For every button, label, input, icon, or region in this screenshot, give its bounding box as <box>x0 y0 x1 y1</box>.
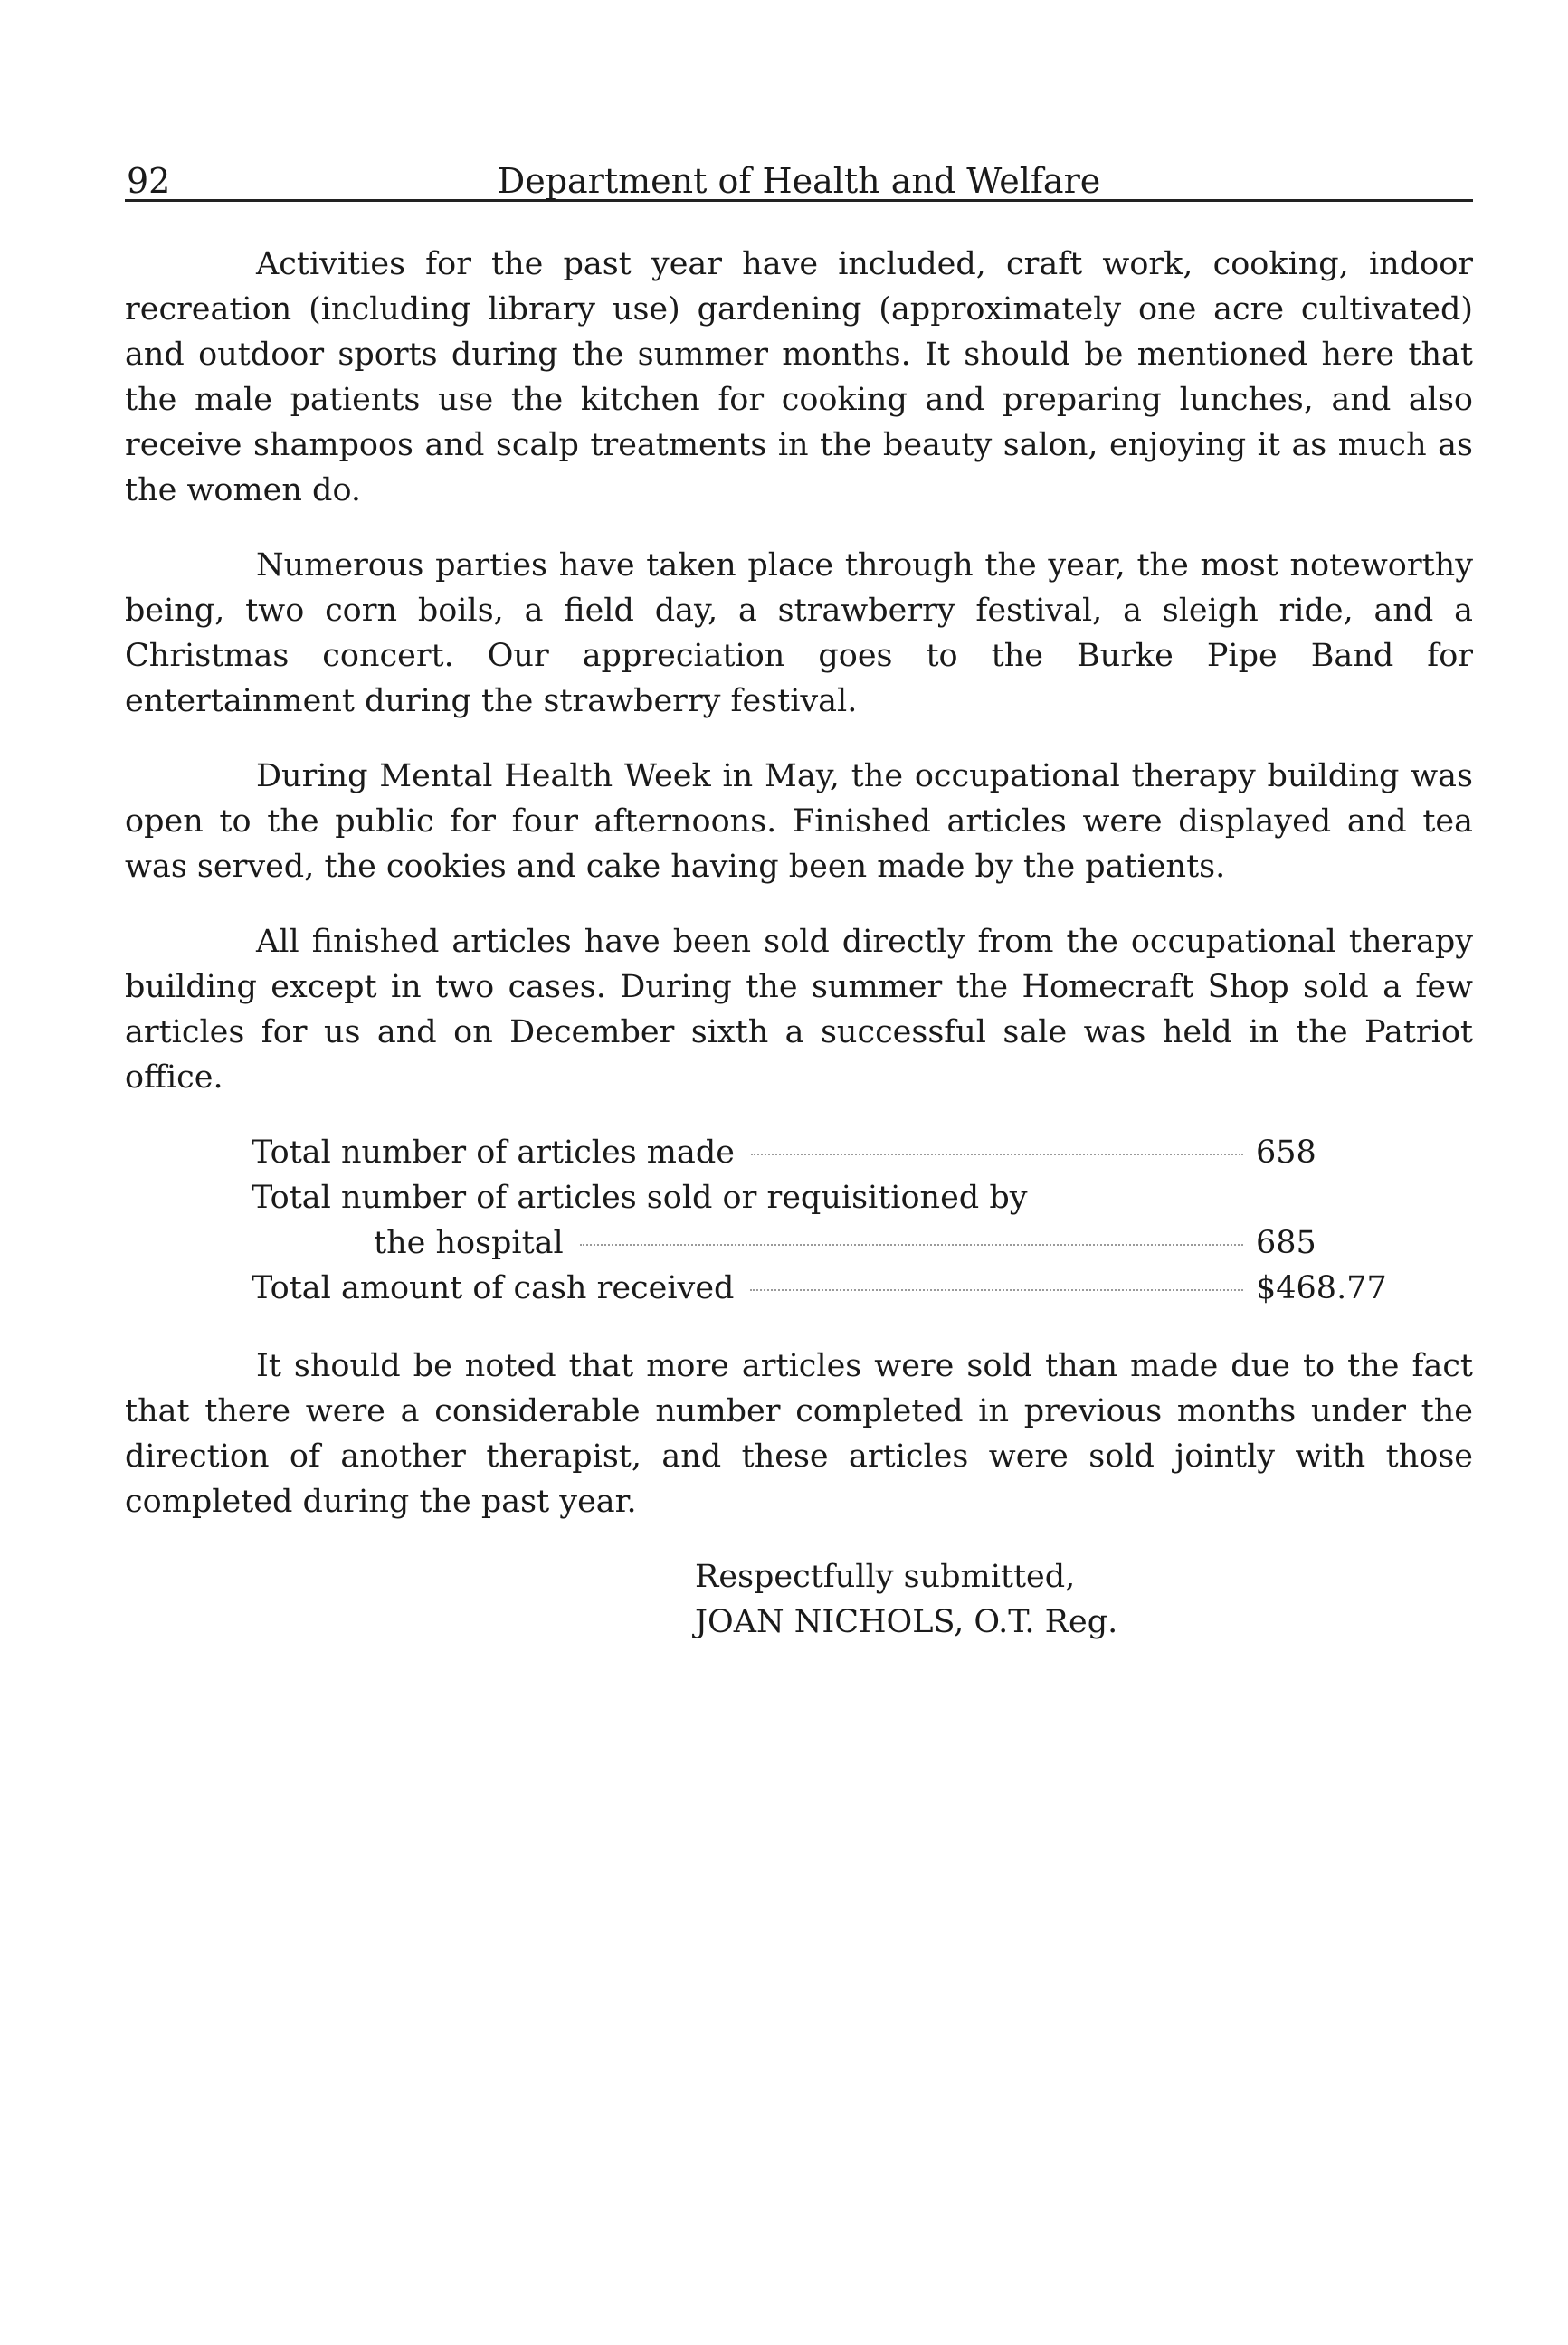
report-body <box>125 242 1473 1645</box>
summary-row-articles-sold-line1 <box>252 1175 1392 1220</box>
dot-leader <box>750 1289 1243 1291</box>
paragraph-closing: It should be noted that more articles were sold than made due to the fact that there were a considerable number completed in previous months under the direction of another therapist, and these articles were sold jointly with those completed during the past year. <box>125 1348 1473 1520</box>
dot-leader <box>580 1244 1243 1246</box>
signature-block <box>695 1554 1473 1645</box>
dot-leader <box>751 1154 1243 1155</box>
summary-value: $468.77 <box>1256 1270 1387 1306</box>
signature-closing: Respectfully submitted, <box>695 1559 1076 1595</box>
paragraph-mental-health-week: During Mental Health Week in May, the occupational therapy building was open to the public for four afternoons. Finished articles were displayed and tea was served, the cookies and cake having been made by the patients. <box>125 758 1473 885</box>
summary-row-cash-received <box>252 1266 1392 1311</box>
summary-value: 685 <box>1256 1225 1316 1261</box>
paragraph-parties: Numerous parties have taken place through the year, the most noteworthy being, two corn boils, a field day, a strawberry festival, a sleigh ride, and a Christmas concert. Our appreciation goes to the Burke Pipe Band for entertainment during the strawberry festival. <box>125 547 1473 719</box>
summary-table <box>252 1130 1392 1311</box>
page-number: 92 <box>127 161 171 201</box>
paragraph-activities: Activities for the past year have included, craft work, cooking, indoor recreation (including library use) gardening (approximately one acre cultivated) and outdoor sports during the summer months. It should be mentioned here that the male patients use the kitchen for cooking and preparing lunches, and also receive shampoos and scalp treatments in the beauty salon, enjoying it as much as the women do. <box>125 246 1473 508</box>
summary-label: Total number of articles sold or requisitioned by <box>252 1180 1028 1216</box>
running-title: Department of Health and Welfare <box>497 161 1101 201</box>
summary-row-articles-made <box>252 1130 1392 1175</box>
summary-value: 658 <box>1256 1135 1316 1171</box>
paragraph-sales: All finished articles have been sold directly from the occupational therapy building except in two cases. During the summer the Homecraft Shop sold a few articles for us and on December sixth a successful sale was held in the Patriot office. <box>125 924 1473 1096</box>
summary-label: Total number of articles made <box>252 1135 735 1171</box>
signature-name: JOAN NICHOLS, O.T. Reg. <box>695 1604 1118 1640</box>
page-header <box>125 145 1473 202</box>
summary-label: Total amount of cash received <box>252 1270 735 1306</box>
summary-row-articles-sold <box>252 1220 1392 1266</box>
document-page <box>125 145 1473 1645</box>
summary-label: the hospital <box>374 1225 564 1261</box>
